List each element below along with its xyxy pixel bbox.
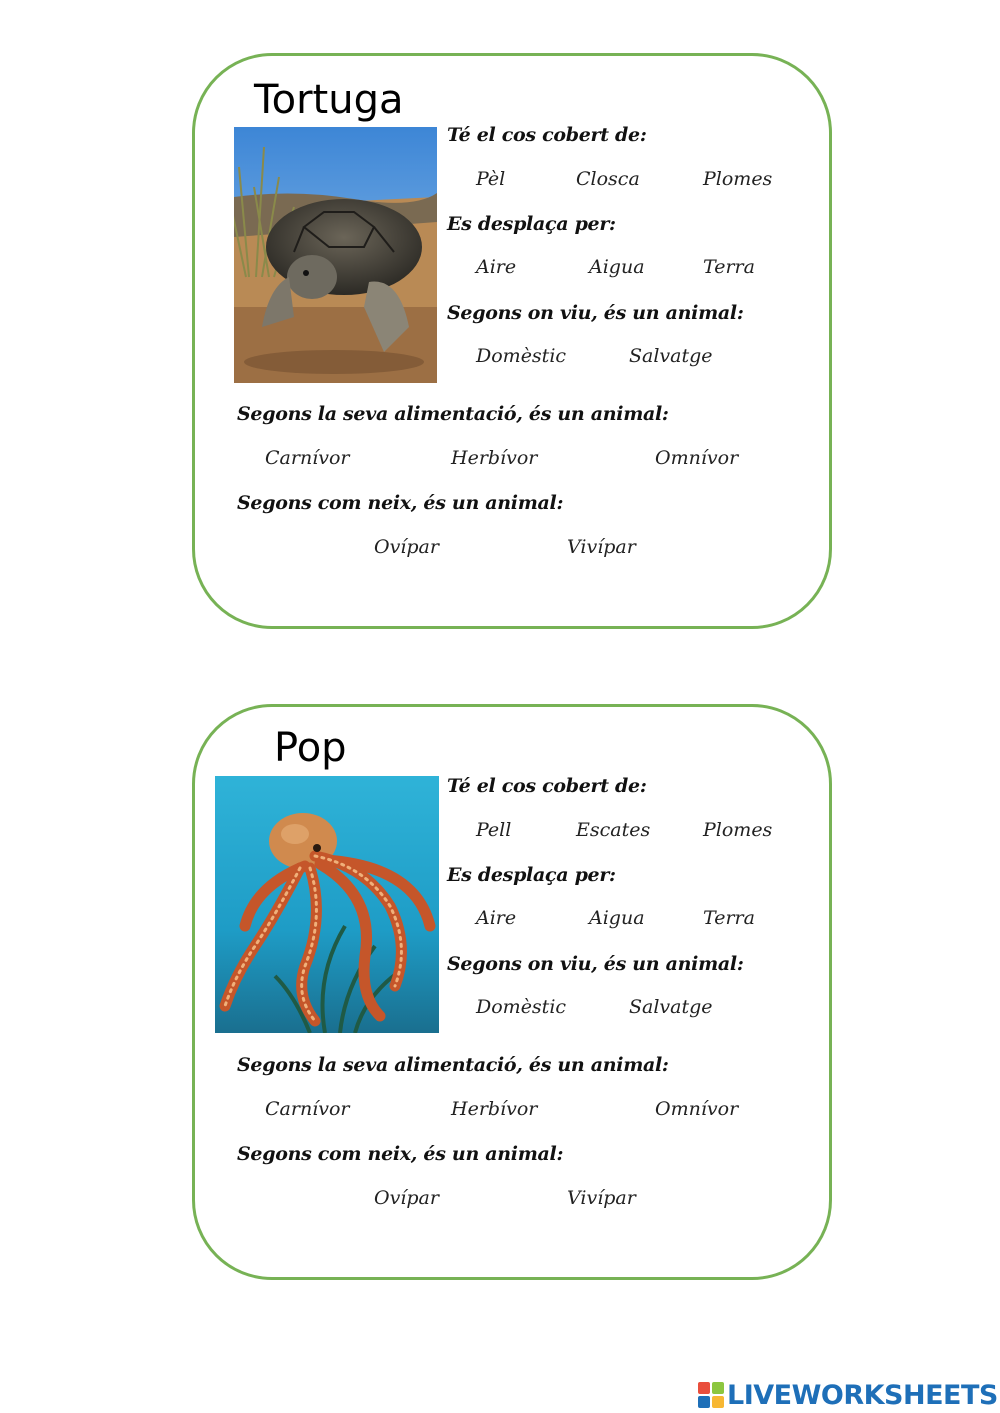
option-diet[interactable]: Omnívor — [655, 1098, 739, 1120]
option-body-covering[interactable]: Escates — [576, 819, 651, 841]
option-movement[interactable]: Aire — [476, 256, 517, 278]
option-diet[interactable]: Omnívor — [655, 447, 739, 469]
question-diet: Segons la seva alimentació, és un animal: — [237, 1054, 669, 1076]
card-title: Pop — [274, 725, 347, 771]
brand-name: LIVEWORKSHEETS — [727, 1379, 998, 1411]
option-birth[interactable]: Vivípar — [567, 536, 636, 558]
tortoise-photo — [234, 127, 437, 383]
option-body-covering[interactable]: Closca — [576, 168, 640, 190]
option-movement[interactable]: Aigua — [589, 907, 645, 929]
liveworksheets-logo-icon — [698, 1382, 724, 1408]
option-birth[interactable]: Ovípar — [374, 536, 439, 558]
option-movement[interactable]: Terra — [703, 907, 755, 929]
option-movement[interactable]: Terra — [703, 256, 755, 278]
option-movement[interactable]: Aire — [476, 907, 517, 929]
option-habitat[interactable]: Salvatge — [629, 996, 713, 1018]
question-habitat: Segons on viu, és un animal: — [447, 953, 744, 975]
option-diet[interactable]: Herbívor — [451, 1098, 538, 1120]
option-birth[interactable]: Ovípar — [374, 1187, 439, 1209]
question-movement: Es desplaça per: — [447, 864, 616, 886]
option-body-covering[interactable]: Pell — [476, 819, 512, 841]
question-body-covering: Té el cos cobert de: — [447, 775, 647, 797]
octopus-photo — [215, 776, 439, 1033]
liveworksheets-logo — [698, 1378, 998, 1412]
option-diet[interactable]: Carnívor — [265, 447, 350, 469]
question-diet: Segons la seva alimentació, és un animal: — [237, 403, 669, 425]
option-movement[interactable]: Aigua — [589, 256, 645, 278]
question-birth: Segons com neix, és un animal: — [237, 1143, 564, 1165]
option-birth[interactable]: Vivípar — [567, 1187, 636, 1209]
option-body-covering[interactable]: Pèl — [476, 168, 506, 190]
question-body-covering: Té el cos cobert de: — [447, 124, 647, 146]
question-birth: Segons com neix, és un animal: — [237, 492, 564, 514]
option-body-covering[interactable]: Plomes — [703, 168, 773, 190]
option-diet[interactable]: Herbívor — [451, 447, 538, 469]
card-title: Tortuga — [254, 77, 404, 123]
option-body-covering[interactable]: Plomes — [703, 819, 773, 841]
question-movement: Es desplaça per: — [447, 213, 616, 235]
option-habitat[interactable]: Domèstic — [476, 345, 567, 367]
option-habitat[interactable]: Domèstic — [476, 996, 567, 1018]
option-diet[interactable]: Carnívor — [265, 1098, 350, 1120]
question-habitat: Segons on viu, és un animal: — [447, 302, 744, 324]
option-habitat[interactable]: Salvatge — [629, 345, 713, 367]
